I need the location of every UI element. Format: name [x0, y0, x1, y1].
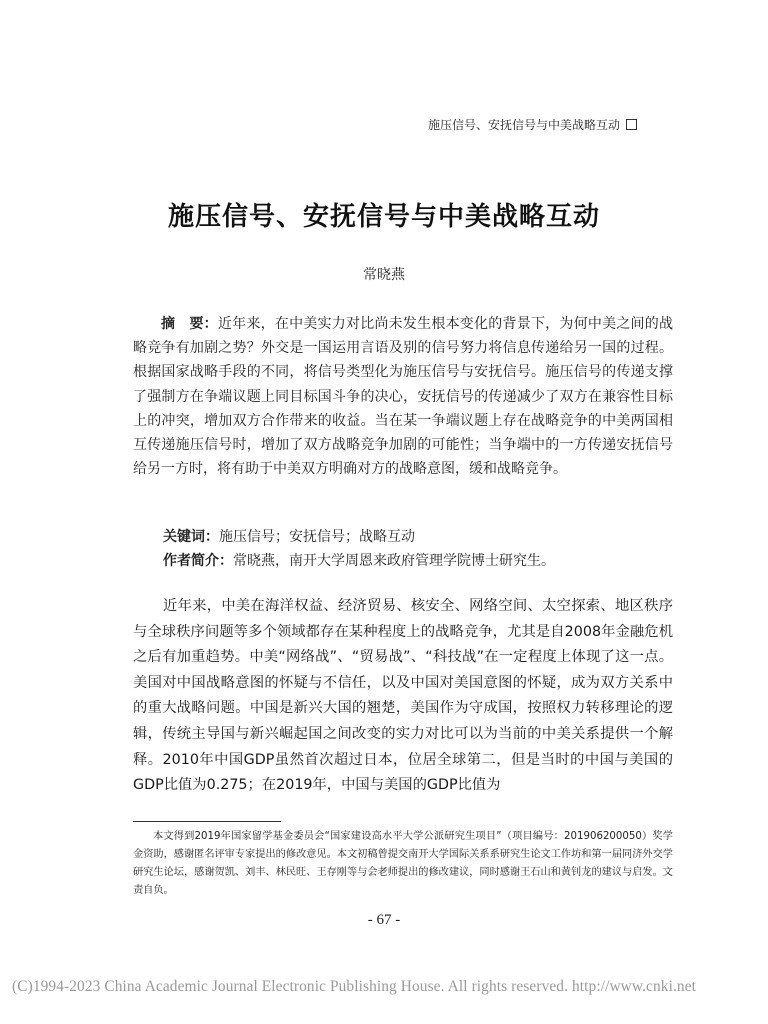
abstract-label: 摘 要： [161, 316, 218, 332]
footnote-divider [133, 821, 281, 822]
abstract-text: 近年来，在中美实力对比尚未发生根本变化的背景下，为何中美之间的战略竞争有加剧之势？外交是一国运用言语及别的信号努力将信息传递给另一国的过程。根据国家战略手段的不同，将信号类型化为施压信号与安抚信号。施压信号的传递支撑了强制方在争端议题上同目标国斗争的决心，安抚信号的传递减少了双方在兼容性目标上的冲突，增加双方合作带来的收益。当在某一争端议题上存在战略竞争的中美两国相互传递施压信号时，增加了双方战略竞争加剧的可能性；当争端中的一方传递安抚信号给另一方时，将有助于中美双方明确对方的战略意图，缓和战略竞争。 [133, 316, 674, 478]
running-head [428, 116, 668, 133]
box-icon [626, 119, 637, 130]
running-head-text: 施压信号、安抚信号与中美战略互动 [428, 118, 621, 132]
bio-text: 常晓燕，南开大学周恩来政府管理学院博士研究生。 [233, 553, 555, 569]
abstract [133, 312, 673, 481]
keywords-text: 施压信号；安抚信号；战略互动 [219, 529, 415, 545]
body-paragraph: 近年来，中美在海洋权益、经济贸易、核安全、网络空间、太空探索、地区秩序与全球秩序问题等多个领域都存在某种程度上的战略竞争，尤其是自2008年金融危机之后有加重趋势。中美“网络战”、“贸易战”、“科技战”在一定程度上体现了这一点。美国对中国战略意图的怀疑与不信任，以及中国对美国意图的怀疑，成为双方关系中的重大战略问题。中国是新兴大国的翘楚，美国作为守成国，按照权力转移理论的逻辑，传统主导国与新兴崛起国之间改变的实力对比可以为当前的中美关系提供一个解释。2010年中国GDP虽然首次超过日本，位居全球第二，但是当时的中国与美国的GDP比值为0.275；在2019年，中国与美国的GDP比值为 [133, 598, 673, 794]
body-text [133, 594, 673, 799]
footnote-text: 本文得到2019年国家留学基金委员会“国家建设高水平大学公派研究生项目”（项目编号：201906200050）奖学金资助，感谢匿名评审专家提出的修改意见。本文初稿曾提交南开大学国际关系系研究生论文工作坊和第一届同济外交学研究生论坛，感谢贺凯、刘丰、林民旺、王存刚等与会老师提出的修改建议，同时感谢王石山和黄钊龙的建议与启发。文责自负。 [133, 831, 673, 896]
keywords-label: 关键词： [163, 529, 219, 545]
footnote [133, 828, 673, 900]
author-bio [163, 550, 673, 572]
bio-label: 作者简介： [163, 553, 233, 569]
page-number: - 67 - [367, 912, 401, 928]
article-title: 施压信号、安抚信号与中美战略互动 [167, 202, 600, 232]
keywords [163, 526, 673, 548]
copyright-notice: (C)1994-2023 China Academic Journal Electronic Publishing House. All rights reserved. http://www.cnki.net [12, 978, 697, 995]
author-name: 常晓燕 [363, 267, 405, 283]
